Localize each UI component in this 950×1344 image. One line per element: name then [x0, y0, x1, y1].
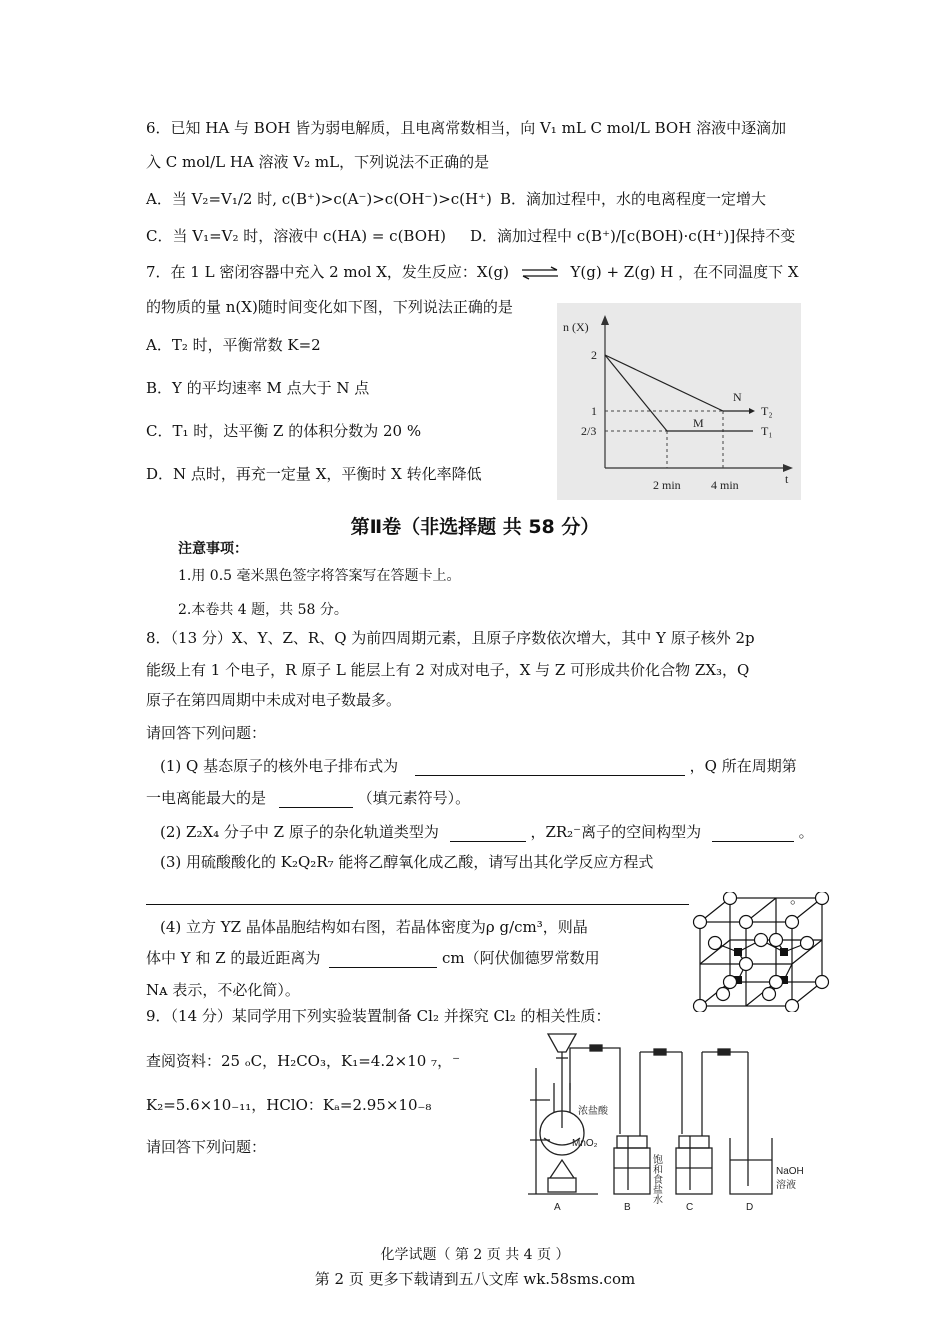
q6-stem-line1: 6．已知 HA 与 BOH 皆为弱电解质，且电离常数相当，向 V₁ mL C mol/L BOH 溶液中逐滴加: [146, 119, 787, 137]
answer-blank-distance[interactable]: [329, 951, 437, 968]
q6-option-a: A．当 V₂=V₁/2 时, c(B⁺)>c(A⁻)>c(OH⁻)>c(H⁺): [146, 190, 492, 208]
x-axis-arrow: [783, 464, 793, 472]
q8-part4-line2: [146, 948, 600, 968]
apparatus-a-label: A: [554, 1202, 561, 1213]
q8-part2: [160, 822, 814, 842]
q8-part2-end: 。: [798, 823, 814, 841]
q7-option-c: C．T₁ 时，达平衡 Z 的体积分数为 20 %: [146, 422, 422, 440]
nx-time-graph-svg: [557, 303, 801, 500]
q8-part4-tail: cm（阿伏伽德罗常数用: [441, 949, 600, 967]
apparatus-c-label: C: [686, 1202, 694, 1213]
point-m-label: M: [693, 416, 704, 430]
notes-heading: 注意事项：: [178, 541, 248, 557]
nx-time-graph: [557, 303, 801, 500]
answer-blank-config[interactable]: [415, 759, 685, 776]
naoh-label: NaOH: [776, 1166, 804, 1177]
apparatus-d-label: D: [746, 1202, 754, 1213]
q9-ask: 请回答下列问题：: [146, 1138, 267, 1156]
q7-stem-line2: 的物质的量 n(X)随时间变化如下图，下列说法正确的是: [146, 298, 513, 316]
q7-option-d: D．N 点时，再充一定量 X，平衡时 X 转化率降低: [146, 465, 482, 483]
q6-option-c: C．当 V₁=V₂ 时，溶液中 c(HA) = c(BOH): [146, 227, 446, 245]
q8-part1-text: (1) Q 基态原子的核外电子排布式为: [160, 757, 399, 775]
q8-part4-text: 体中 Y 和 Z 的最近距离为: [146, 949, 321, 967]
q9-data-line1: 查阅资料：25 ₒC，H₂CO₃，K₁=4.2×10 ₇，⁻: [146, 1052, 460, 1070]
t2-label: T₂: [761, 404, 773, 418]
q8-stem-line1: 8．（13 分）X、Y、Z、R、Q 为前四周期元素，且原子序数依次增大，其中 Y 原子核外 2p: [146, 629, 755, 647]
q8-part3-end: 。: [790, 889, 806, 907]
y-tick-1: 1: [591, 404, 597, 418]
crystal-cell-diagram: [692, 892, 832, 1012]
chlorine-apparatus-diagram: [520, 1028, 820, 1214]
section-title: 第Ⅱ卷（非选择题 共 58 分）: [350, 516, 600, 538]
hcl-label: 浓盐酸: [578, 1106, 608, 1117]
point-n-label: N: [733, 390, 742, 404]
q8-part1-tail: ，Q 所在周期第: [689, 757, 797, 775]
x-axis-label: t: [785, 472, 789, 486]
q8-ask: 请回答下列问题：: [146, 724, 267, 742]
q7-stem-part1: 7．在 1 L 密闭容器中充入 2 mol X，发生反应：X(g): [146, 263, 509, 281]
x-tick-2min: 2 min: [653, 478, 681, 492]
q7-stem-part2: Y(g) + Z(g) H ，在不同温度下 X: [570, 263, 799, 281]
curve-t2: [605, 355, 723, 411]
q8-part2-mid: ，ZR₂⁻离子的空间构型为: [530, 823, 702, 841]
download-footer: 第 2 页 更多下载请到五八文库 wk.58sms.com: [314, 1270, 636, 1288]
y-axis-arrow: [601, 315, 609, 325]
answer-blank-hybrid[interactable]: [450, 825, 526, 842]
y-axis-label: n (X): [563, 320, 589, 334]
q7-option-b: B．Y 的平均速率 M 点大于 N 点: [146, 379, 370, 397]
q8-part4-line3: Nᴀ 表示，不必化简）。: [146, 981, 300, 999]
q6-option-b: B．滴加过程中，水的电离程度一定增大: [500, 190, 767, 208]
q9-stem: 9．（14 分）某同学用下列实验装置制备 Cl₂ 并探究 Cl₂ 的相关性质：: [146, 1007, 611, 1025]
mno2-label: MnO₂: [572, 1138, 598, 1149]
q8-part1-line2: [146, 788, 470, 808]
note-1: 1.用 0.5 毫米黑色签字将答案写在答题卡上。: [178, 568, 461, 584]
equilibrium-arrow-icon: [520, 266, 560, 280]
x-tick-4min: 4 min: [711, 478, 739, 492]
y-tick-2: 2: [591, 348, 597, 362]
q8-stem-line2: 能级上有 1 个电子，R 原子 L 能层上有 2 对成对电子，X 与 Z 可形成共价化合物 ZX₃，Q: [146, 661, 750, 679]
q8-part2-text: (2) Z₂X₄ 分子中 Z 原子的杂化轨道类型为: [160, 823, 439, 841]
apparatus-b-label: B: [624, 1202, 631, 1213]
q8-part4-line1: (4) 立方 YZ 晶体晶胞结构如右图，若晶体密度为ρ g/cm³，则晶: [160, 918, 588, 936]
t1-label: T₁: [761, 424, 773, 438]
page-footer: 化学试题（ 第 2 页 共 4 页 ）: [380, 1247, 570, 1263]
answer-blank-element[interactable]: [279, 791, 353, 808]
q6-stem-line2: 入 C mol/L HA 溶液 V₂ mL，下列说法不正确的是: [146, 153, 490, 171]
note-2: 2.本卷共 4 题，共 58 分。: [178, 602, 348, 618]
q7-option-a: A．T₂ 时，平衡常数 K=2: [146, 336, 321, 354]
naoh-solution-label: 溶液: [776, 1180, 796, 1191]
q8-part1-line1: [160, 756, 797, 776]
q9-data-line2: K₂=5.6×10₋₁₁，HClO：Kₐ=2.95×10₋₈: [146, 1096, 432, 1114]
q7-stem-line1: [146, 262, 799, 282]
curve-t2-arrow: [749, 408, 755, 414]
brine-label: 饱和食盐水: [650, 1154, 662, 1204]
q8-part3: (3) 用硫酸酸化的 K₂Q₂R₇ 能将乙醇氧化成乙酸，请写出其化学反应方程式: [160, 853, 654, 871]
q8-part1-text2: 一电离能最大的是: [146, 789, 267, 807]
q8-part1-tail2: （填元素符号）。: [357, 789, 471, 807]
answer-blank-shape[interactable]: [712, 825, 794, 842]
q8-stem-line3: 原子在第四周期中未成对电子数最多。: [146, 691, 402, 709]
answer-blank-equation[interactable]: [146, 888, 689, 905]
q6-option-d: D．滴加过程中 c(B⁺)/[c(BOH)·c(H⁺)]保持不变: [470, 227, 796, 245]
y-tick-2-3: 2/3: [581, 424, 597, 438]
curve-t1: [605, 355, 667, 431]
